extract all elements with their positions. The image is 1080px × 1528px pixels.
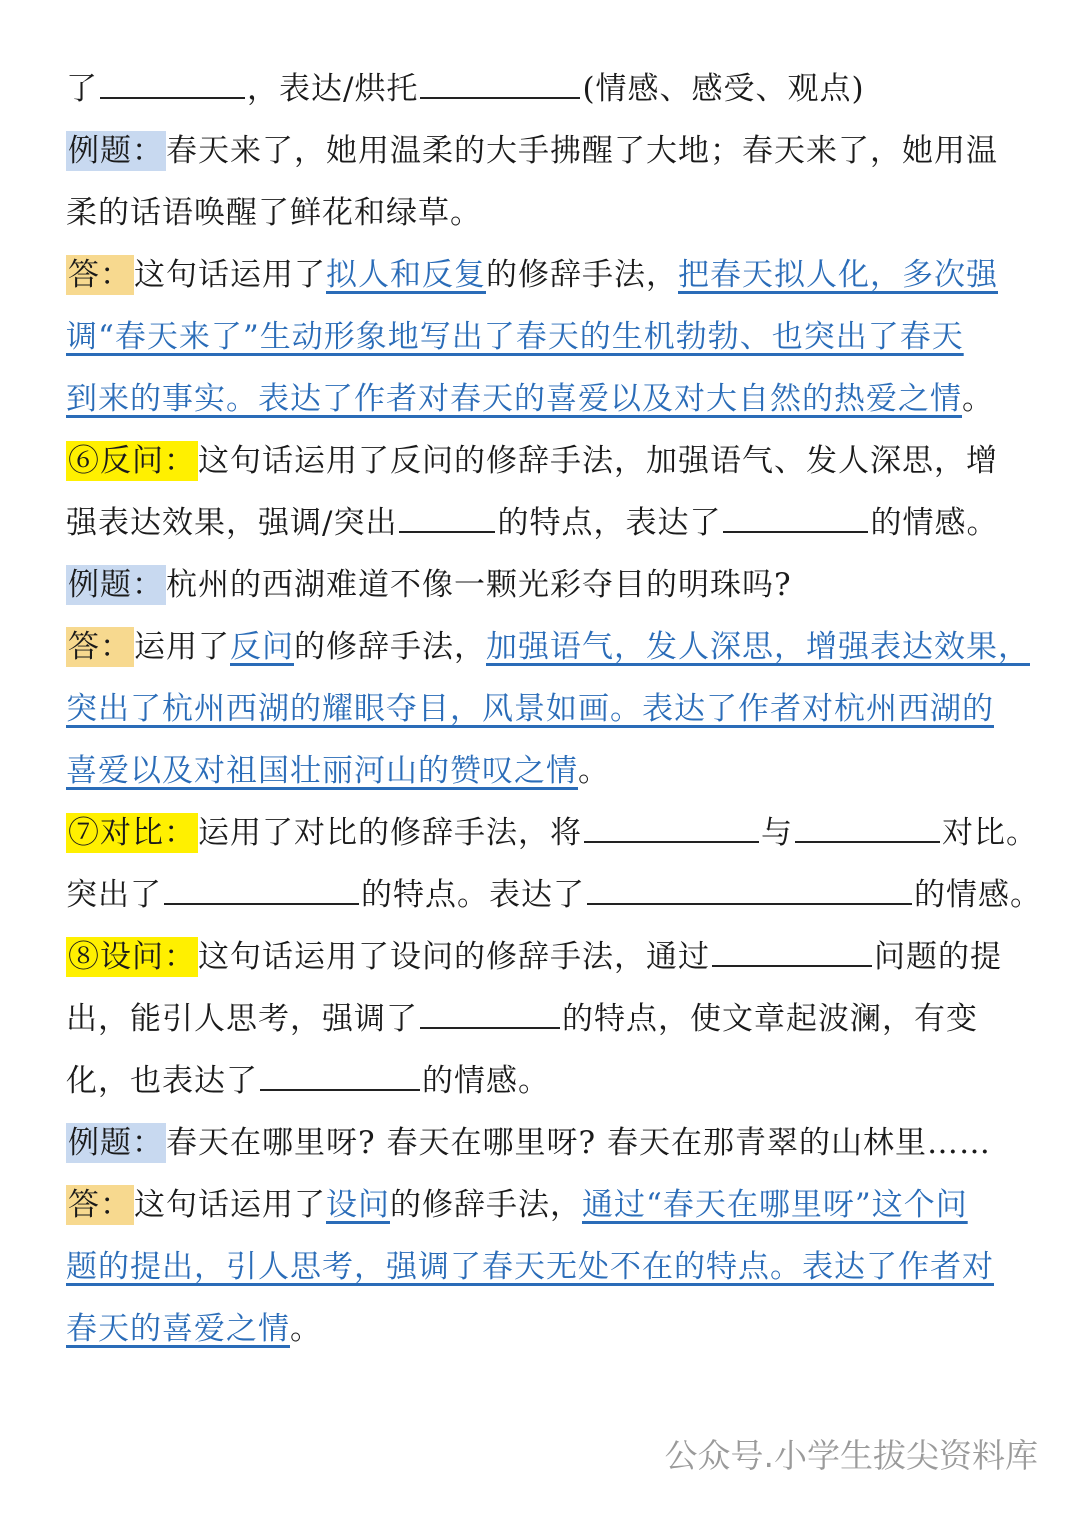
document-page	[66, 58, 1042, 1360]
example-1-line-1: 例题：春天来了，她用温柔的大手拂醒了大地；春天来了，她用温	[68, 133, 998, 169]
line-formula-end: 了 ，表达/烘托 (情感、感受、观点)	[66, 71, 865, 107]
blank	[399, 505, 495, 533]
blank	[420, 1001, 560, 1029]
blank	[100, 71, 245, 99]
example-3-line: 例题：春天在哪里呀? 春天在哪里呀? 春天在那青翠的山林里……	[68, 1125, 991, 1161]
example-tag: 例题：	[68, 567, 164, 603]
section-8-line-3: 化，也表达了 的情感。	[66, 1063, 550, 1099]
blank	[584, 815, 759, 843]
answer-3-line-2: 题的提出，引人思考，强调了春天无处不在的特点。表达了作者对	[66, 1249, 994, 1285]
section-6-line-1: ⑥反问：这句话运用了反问的修辞手法，加强语气、发人深思，增	[68, 443, 998, 479]
section-heading: ⑦对比：	[68, 815, 196, 851]
answer-3-line-3: 春天的喜爱之情。	[66, 1311, 322, 1347]
answer-1-line-3: 到来的事实。表达了作者对春天的喜爱以及对大自然的热爱之情。	[66, 381, 994, 417]
section-7-line-1: ⑦对比：运用了对比的修辞手法，将 与 对比。	[68, 815, 1038, 851]
section-6-line-2: 强表达效果，强调/突出 的特点，表达了 的情感。	[66, 505, 999, 541]
answer-1-line-2: 调“春天来了”生动形象地写出了春天的生机勃勃、也突出了春天	[66, 319, 964, 355]
section-7-line-2: 突出了 的特点。表达了 的情感。	[66, 877, 1042, 913]
answer-tag: 答：	[68, 629, 132, 665]
blank	[260, 1063, 420, 1091]
example-tag: 例题：	[68, 133, 164, 169]
blank	[723, 505, 868, 533]
answer-tag: 答：	[68, 257, 132, 293]
blank	[795, 815, 940, 843]
answer-tag: 答：	[68, 1187, 132, 1223]
blank	[164, 877, 359, 905]
blank	[712, 939, 872, 967]
watermark: 公众号.小学生拔尖资料库	[664, 1436, 1038, 1475]
answer-1-line-1: 答：这句话运用了拟人和反复的修辞手法，把春天拟人化，多次强	[68, 257, 998, 293]
answer-2-line-2: 突出了杭州西湖的耀眼夺目，风景如画。表达了作者对杭州西湖的	[66, 691, 994, 727]
example-1-line-2: 柔的话语唤醒了鲜花和绿草。	[66, 195, 482, 231]
blank	[420, 71, 580, 99]
section-heading: ⑧设问：	[68, 939, 196, 975]
answer-2-line-3: 喜爱以及对祖国壮丽河山的赞叹之情。	[66, 753, 610, 789]
answer-3-line-1: 答：这句话运用了设问的修辞手法，通过“春天在哪里呀”这个问	[68, 1187, 968, 1223]
section-8-line-2: 出，能引人思考，强调了 的特点，使文章起波澜，有变	[66, 1001, 978, 1037]
blank	[587, 877, 912, 905]
example-tag: 例题：	[68, 1125, 164, 1161]
answer-2-line-1: 答：运用了反问的修辞手法，加强语气，发人深思，增强表达效果，	[68, 629, 1030, 665]
section-heading: ⑥反问：	[68, 443, 196, 479]
example-2-line: 例题：杭州的西湖难道不像一颗光彩夺目的明珠吗?	[68, 567, 792, 603]
section-8-line-1: ⑧设问：这句话运用了设问的修辞手法，通过 问题的提	[68, 939, 1002, 975]
